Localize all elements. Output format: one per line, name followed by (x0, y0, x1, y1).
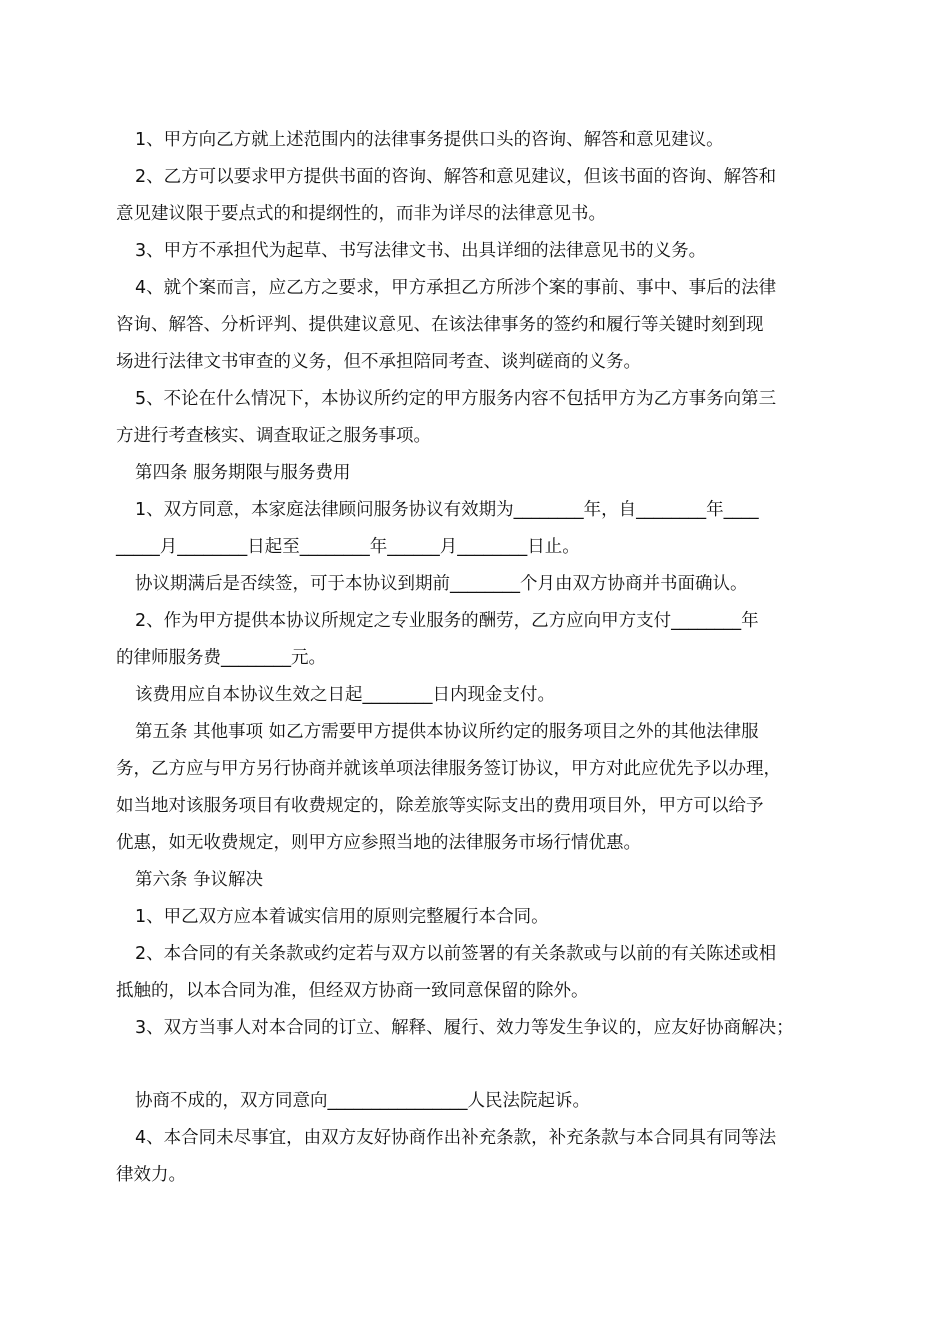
clause-line: 律效力。 (116, 1165, 186, 1185)
clause-line: 1、甲方向乙方就上述范围内的法律事务提供口头的咨询、解答和意见建议。 (135, 130, 724, 150)
clause-line: 3、双方当事人对本合同的订立、解释、履行、效力等发生争议的，应友好协商解决； (135, 1018, 794, 1038)
document-body (116, 122, 834, 1194)
clause-line: 方进行考查核实、调查取证之服务事项。 (116, 426, 431, 446)
clause-line: 2、本合同的有关条款或约定若与双方以前签署的有关条款或与以前的有关陈述或相 (135, 944, 777, 964)
clause-line: 1、双方同意，本家庭法律顾问服务协议有效期为________年，自________年____ (135, 500, 759, 520)
clause-line: 优惠，如无收费规定，则甲方应参照当地的法律服务市场行情优惠。 (116, 833, 641, 853)
clause-line: 2、乙方可以要求甲方提供书面的咨询、解答和意见建议，但该书面的咨询、解答和 (135, 167, 777, 187)
clause-line: 2、作为甲方提供本协议所规定之专业服务的酬劳，乙方应向甲方支付________年 (135, 611, 759, 631)
article-heading: 第四条 服务期限与服务费用 (135, 463, 351, 483)
clause-line: 咨询、解答、分析评判、提供建议意见、在该法律事务的签约和履行等关键时刻到现 (116, 315, 764, 335)
clause-line: 协商不成的，双方同意向________________人民法院起诉。 (135, 1091, 590, 1111)
clause-line: 4、就个案而言，应乙方之要求，甲方承担乙方所涉个案的事前、事中、事后的法律 (135, 278, 777, 298)
clause-line: 5、不论在什么情况下，本协议所约定的甲方服务内容不包括甲方为乙方事务向第三 (135, 389, 777, 409)
article-heading: 第六条 争议解决 (135, 870, 264, 890)
clause-line: 4、本合同未尽事宜，由双方友好协商作出补充条款，补充条款与本合同具有同等法 (135, 1128, 777, 1148)
clause-line: 意见建议限于要点式的和提纲性的，而非为详尽的法律意见书。 (116, 204, 606, 224)
blank-gap (116, 1047, 834, 1083)
clause-line: 1、甲乙双方应本着诚实信用的原则完整履行本合同。 (135, 907, 549, 927)
clause-line: 3、甲方不承担代为起草、书写法律文书、出具详细的法律意见书的义务。 (135, 241, 707, 261)
clause-line: 协议期满后是否续签，可于本协议到期前________个月由双方协商并书面确认。 (135, 574, 748, 594)
clause-line: 该费用应自本协议生效之日起________日内现金支付。 (135, 685, 555, 705)
clause-line: 如当地对该服务项目有收费规定的，除差旅等实际支出的费用项目外，甲方可以给予 (116, 796, 764, 816)
clause-line: 场进行法律文书审查的义务，但不承担陪同考查、谈判磋商的义务。 (116, 352, 641, 372)
clause-line: 抵触的，以本合同为准，但经双方协商一致同意保留的除外。 (116, 981, 589, 1001)
clause-line: 务，乙方应与甲方另行协商并就该单项法律服务签订协议，甲方对此应优先予以办理， (116, 759, 781, 779)
clause-line: 的律师服务费________元。 (116, 648, 326, 668)
article-heading: 第五条 其他事项 如乙方需要甲方提供本协议所约定的服务项目之外的其他法律服 (135, 722, 759, 742)
clause-line: _____月________日起至________年______月________日止。 (116, 537, 580, 557)
